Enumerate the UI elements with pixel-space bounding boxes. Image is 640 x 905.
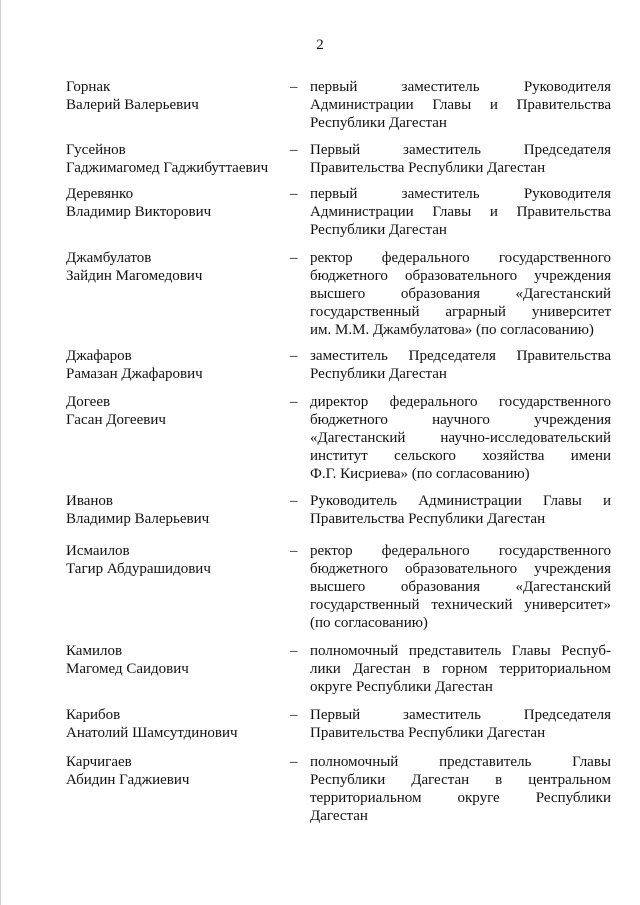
member-position xyxy=(310,141,611,177)
member-surname: Деревянко xyxy=(66,186,134,202)
position-line: директор федерального государственного xyxy=(310,394,611,410)
member-position xyxy=(310,393,611,483)
position-line: первый заместитель Руководителя xyxy=(310,79,611,95)
position-line: институт сельского хозяйства имени xyxy=(310,448,611,464)
position-line: ректор федерального государственного xyxy=(310,543,611,559)
member-position xyxy=(310,706,611,742)
dash-separator: – xyxy=(290,493,298,509)
position-line: полномочный представитель Главы Респуб- xyxy=(310,643,611,659)
member-name xyxy=(66,249,286,285)
position-line: Дагестан xyxy=(310,808,368,824)
member-surname: Джафаров xyxy=(66,348,132,364)
position-line: высшего образования «Дагестанский xyxy=(310,286,611,302)
position-line: бюджетного научного учреждения xyxy=(310,412,611,428)
member-given-name: Гасан Догеевич xyxy=(66,412,166,428)
member-name xyxy=(66,141,286,177)
member-surname: Горнак xyxy=(66,79,111,95)
dash-separator: – xyxy=(290,394,298,410)
position-line: Республики Дагестан xyxy=(310,366,447,382)
member-name xyxy=(66,492,286,528)
member-surname: Гусейнов xyxy=(66,142,126,158)
member-given-name: Валерий Валерьевич xyxy=(66,97,199,113)
dash-separator: – xyxy=(290,250,298,266)
member-surname: Карибов xyxy=(66,707,121,723)
member-name xyxy=(66,542,286,578)
member-position xyxy=(310,185,611,239)
position-line: Республики Дагестан в центральном xyxy=(310,772,611,788)
member-given-name: Владимир Валерьевич xyxy=(66,511,210,527)
position-line: заместитель Председателя Правительства xyxy=(310,348,611,364)
member-name xyxy=(66,642,286,678)
member-position xyxy=(310,542,611,632)
member-position xyxy=(310,753,611,825)
member-name xyxy=(66,753,286,789)
dash-separator: – xyxy=(290,79,298,95)
position-line: округе Республики Дагестан xyxy=(310,679,493,695)
position-line: Руководитель Администрации Главы и xyxy=(310,493,611,509)
position-line: (по согласованию) xyxy=(310,615,428,631)
position-line: Правительства Республики Дагестан xyxy=(310,160,546,176)
position-line: Правительства Республики Дагестан xyxy=(310,511,546,527)
position-line: Администрации Главы и Правительства xyxy=(310,97,611,113)
position-line: Ф.Г. Кисриева» (по согласованию) xyxy=(310,466,530,482)
position-line: ректор федерального государственного xyxy=(310,250,611,266)
member-name xyxy=(66,706,286,742)
dash-separator: – xyxy=(290,707,298,723)
member-position xyxy=(310,347,611,383)
position-line: бюджетного образовательного учреждения xyxy=(310,268,611,284)
member-given-name: Гаджимагомед Гаджибуттаевич xyxy=(66,160,269,176)
member-name xyxy=(66,185,286,221)
dash-separator: – xyxy=(290,142,298,158)
member-given-name: Магомед Саидович xyxy=(66,661,189,677)
position-line: лики Дагестан в горном территориальном xyxy=(310,661,611,677)
position-line: им. М.М. Джамбулатова» (по согласованию) xyxy=(310,322,594,338)
member-given-name: Владимир Викторович xyxy=(66,204,212,220)
member-surname: Камилов xyxy=(66,643,123,659)
position-line: первый заместитель Руководителя xyxy=(310,186,611,202)
page-number: 2 xyxy=(316,37,324,53)
member-position xyxy=(310,249,611,339)
position-line: государственный технический университет» xyxy=(310,597,611,613)
dash-separator: – xyxy=(290,754,298,770)
member-given-name: Тагир Абдурашидович xyxy=(66,561,211,577)
member-surname: Догеев xyxy=(66,394,111,410)
member-given-name: Анатолий Шамсутдинович xyxy=(66,725,238,741)
position-line: полномочный представитель Главы xyxy=(310,754,611,770)
position-line: территориальном округе Республики xyxy=(310,790,611,806)
member-surname: Джамбулатов xyxy=(66,250,152,266)
position-line: государственный аграрный университет xyxy=(310,304,611,320)
member-given-name: Рамазан Джафарович xyxy=(66,366,203,382)
member-surname: Карчигаев xyxy=(66,754,132,770)
position-line: высшего образования «Дагестанский xyxy=(310,579,611,595)
position-line: Правительства Республики Дагестан xyxy=(310,725,546,741)
dash-separator: – xyxy=(290,186,298,202)
member-surname: Исмаилов xyxy=(66,543,130,559)
dash-separator: – xyxy=(290,348,298,364)
position-line: Первый заместитель Председателя xyxy=(310,142,611,158)
member-given-name: Зайдин Магомедович xyxy=(66,268,203,284)
position-line: Республики Дагестан xyxy=(310,222,447,238)
scan-left-edge xyxy=(0,0,1,905)
member-name xyxy=(66,347,286,383)
member-name xyxy=(66,393,286,429)
member-position xyxy=(310,642,611,696)
member-surname: Иванов xyxy=(66,493,113,509)
position-line: «Дагестанский научно-исследовательский xyxy=(310,430,611,446)
position-line: Администрации Главы и Правительства xyxy=(310,204,611,220)
position-line: Первый заместитель Председателя xyxy=(310,707,611,723)
member-position xyxy=(310,78,611,132)
position-line: бюджетного образовательного учреждения xyxy=(310,561,611,577)
member-given-name: Абидин Гаджиевич xyxy=(66,772,190,788)
dash-separator: – xyxy=(290,543,298,559)
member-position xyxy=(310,492,611,528)
member-name xyxy=(66,78,286,114)
dash-separator: – xyxy=(290,643,298,659)
position-line: Республики Дагестан xyxy=(310,115,447,131)
